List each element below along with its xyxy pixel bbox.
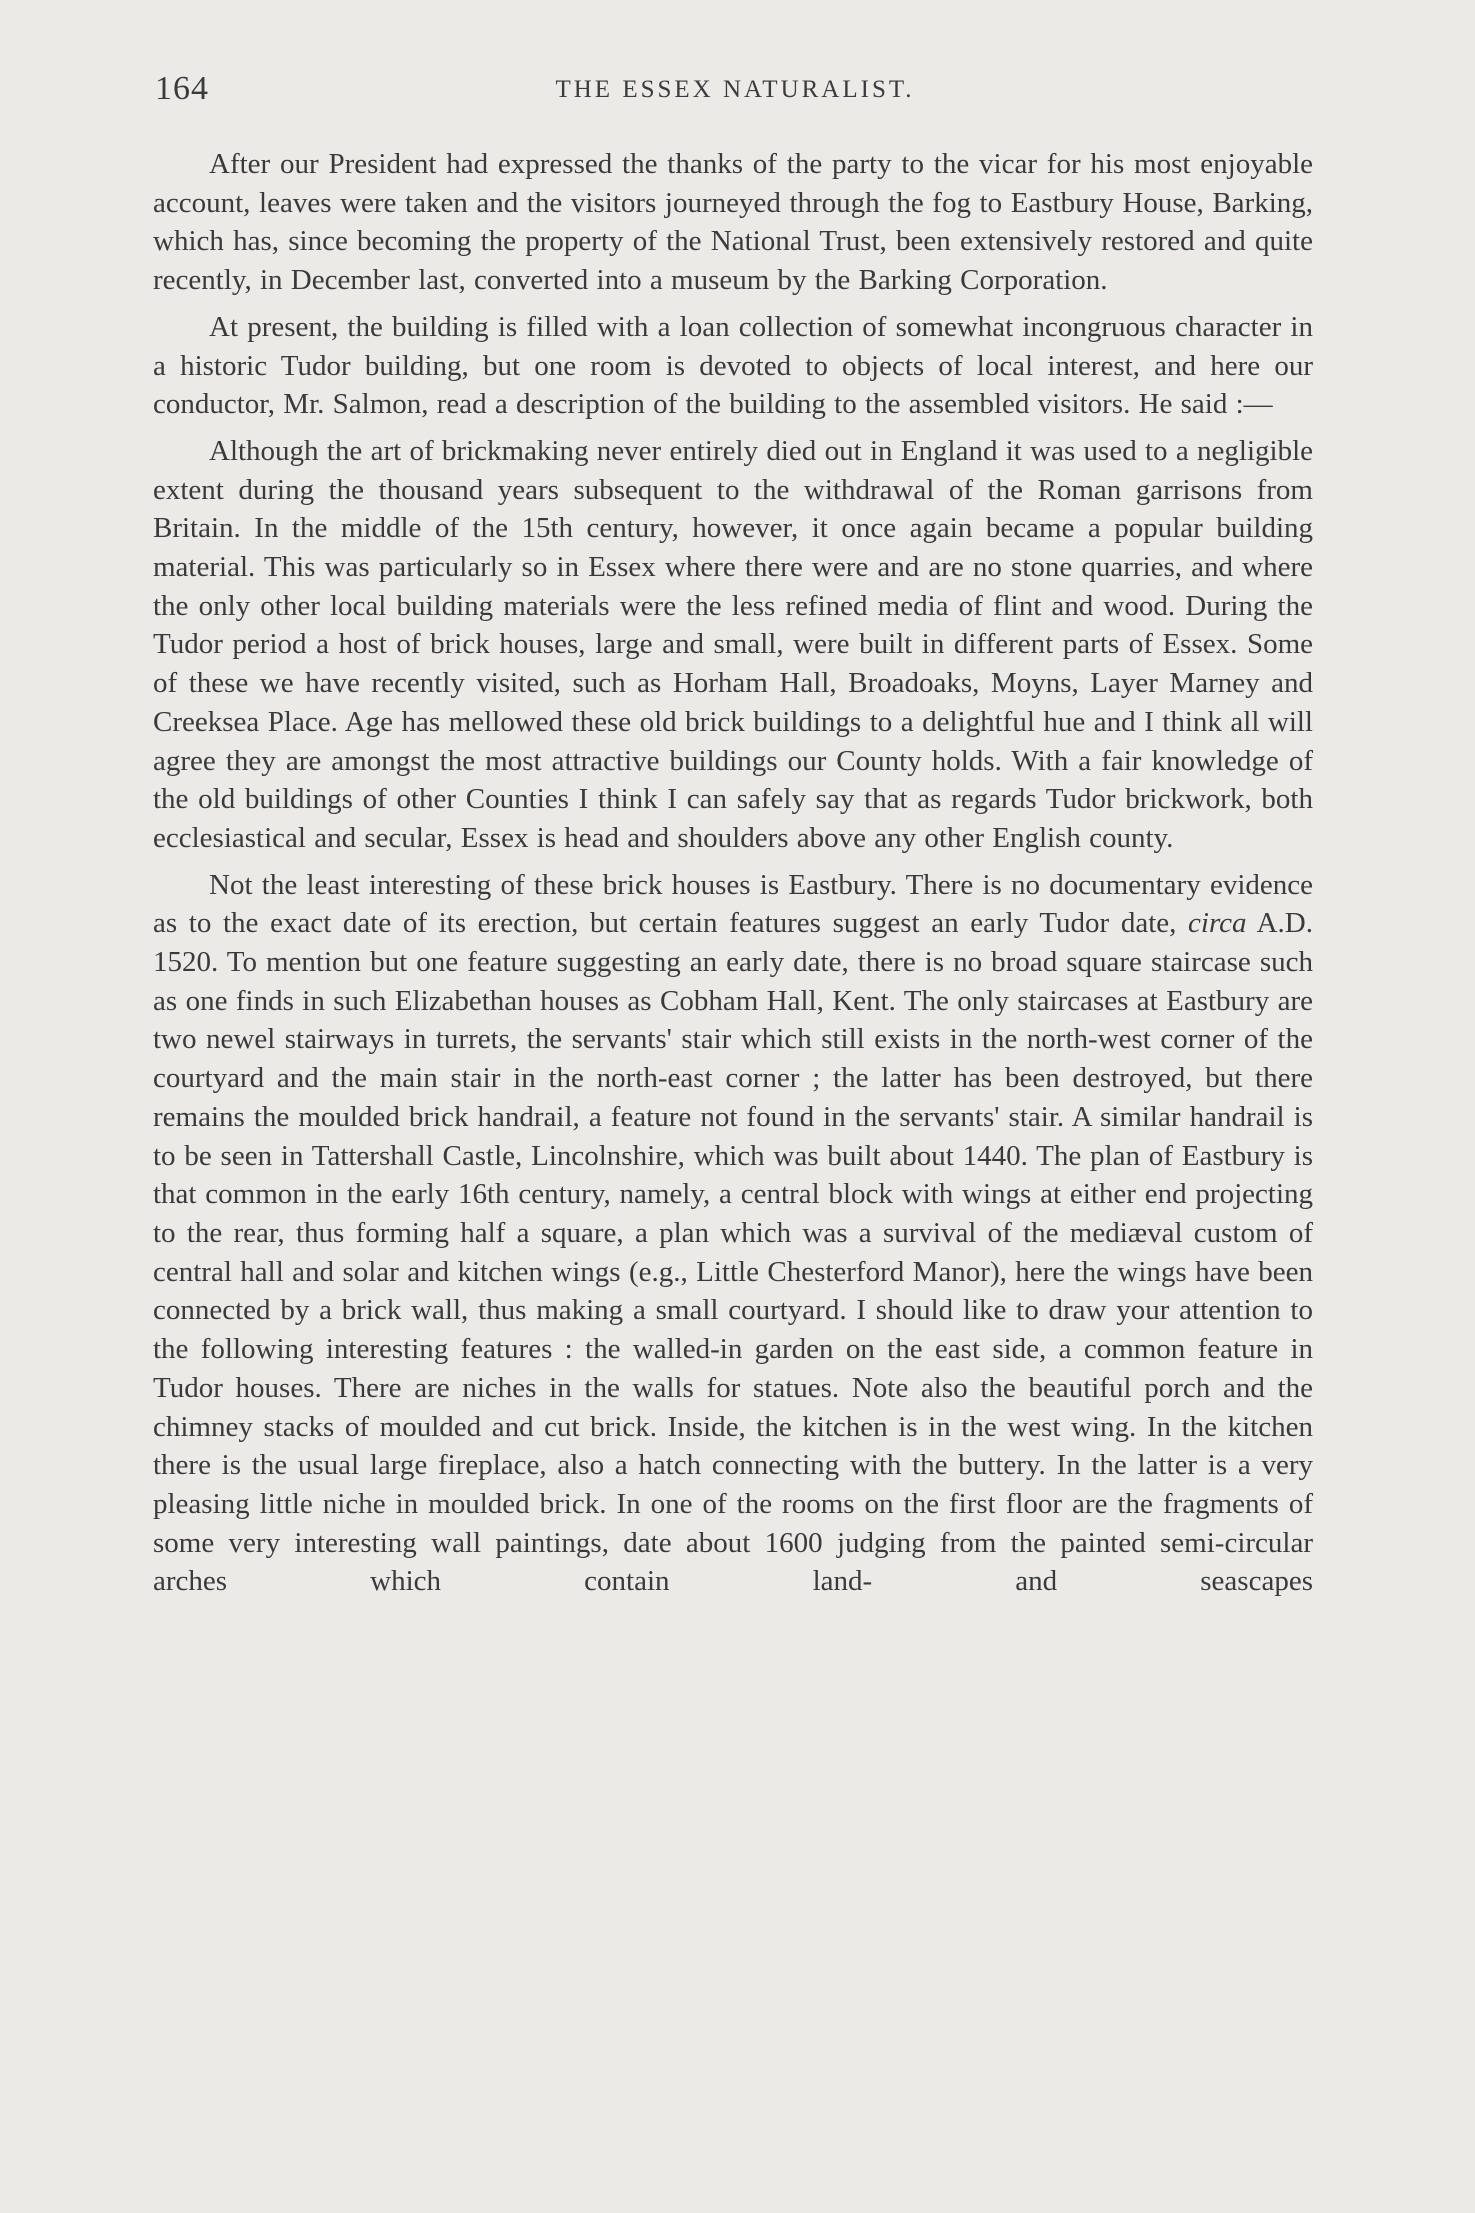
paragraph-text-end: A.D. 1520. To mention but one feature suggesting an early date, there is no broad square staircase such as one finds in such Elizabethan houses as Cobham Hall, Kent. The only staircases at Eastbury are two newel stairways in turrets, the servants' stair which still exists in the north-west corner of the courtyard and the main stair in the north-east corner ; the latter has been destroyed, but there remains the moulded brick handrail, a feature not found in the servants' stair. A similar handrail is to be seen in Tattershall Castle, Lincolnshire, which was built about 1440. The plan of Eastbury is that common in the early 16th century, namely, a central block with wings at either end projecting to the rear, thus forming half a square, a plan which was a survival of the mediæval custom of central hall and solar and kitchen wings (e.g., Little Chesterford Manor), here the wings have been connected by a brick wall, thus making a small courtyard. I should like to draw your attention to the following interesting features : the walled-in garden on the east side, a common feature in Tudor houses. There are niches in the walls for statues. Note also the beautiful porch and the chimney stacks of moulded and cut brick. Inside, the kitchen is in the west wing. In the kitchen there is the usual large fireplace, also a hatch connecting with the buttery. In the latter is a very pleasing little niche in moulded brick. In one of the rooms on the first floor are the fragments of some very interesting wall paintings, date about 1600 judging from the painted semi-circular arches which contain land- and seascapes [153,907,1313,1598]
body-text [153,145,1313,1601]
page-number: 164 [155,70,209,107]
paragraph-text-start: Not the least interesting of these brick houses is Eastbury. There is no documentary evidence as to the exact date of its erection, but certain features suggest an early Tudor date, [153,868,1313,940]
running-title: THE ESSEX NATURALIST. [555,76,915,103]
paragraph-loan-collection: At present, the building is filled with a loan collection of somewhat incongruous character in a historic Tudor building, but one room is devoted to objects of local interest, and here our conductor, Mr. Salmon, read a description of the building to the assembled visitors. He said :— [153,310,1313,421]
paragraph-eastbury-features [153,866,1313,1601]
paragraph-brickmaking: Although the art of brickmaking never entirely died out in England it was used to a negligible extent during the thousand years subsequent to the withdrawal of the Roman garrisons from Britain. In the middle of the 15th century, however, it once again became a popular building material. This was particularly so in Essex where there were and are no stone quarries, and where the only other local building materials were the less refined media of flint and wood. During the Tudor period a host of brick houses, large and small, were built in different parts of Essex. Some of these we have recently visited, such as Horham Hall, Broadoaks, Moyns, Layer Marney and Creeksea Place. Age has mellowed these old brick buildings to a delightful hue and I think all will agree they are amongst the most attractive buildings our County holds. With a fair knowledge of the old buildings of other Counties I think I can safely say that as regards Tudor brickwork, both ecclesiastical and secular, Essex is head and shoulders above any other English county. [153,434,1313,854]
italic-circa: circa [1188,907,1247,940]
running-head [155,70,1315,120]
paragraph-eastbury-visit: After our President had expressed the thanks of the party to the vicar for his most enjoyable account, leaves were taken and the visitors journeyed through the fog to Eastbury House, Barking, which has, since becoming the property of the National Trust, been extensively restored and quite recently, in December last, converted into a museum by the Barking Corporation. [153,148,1313,297]
